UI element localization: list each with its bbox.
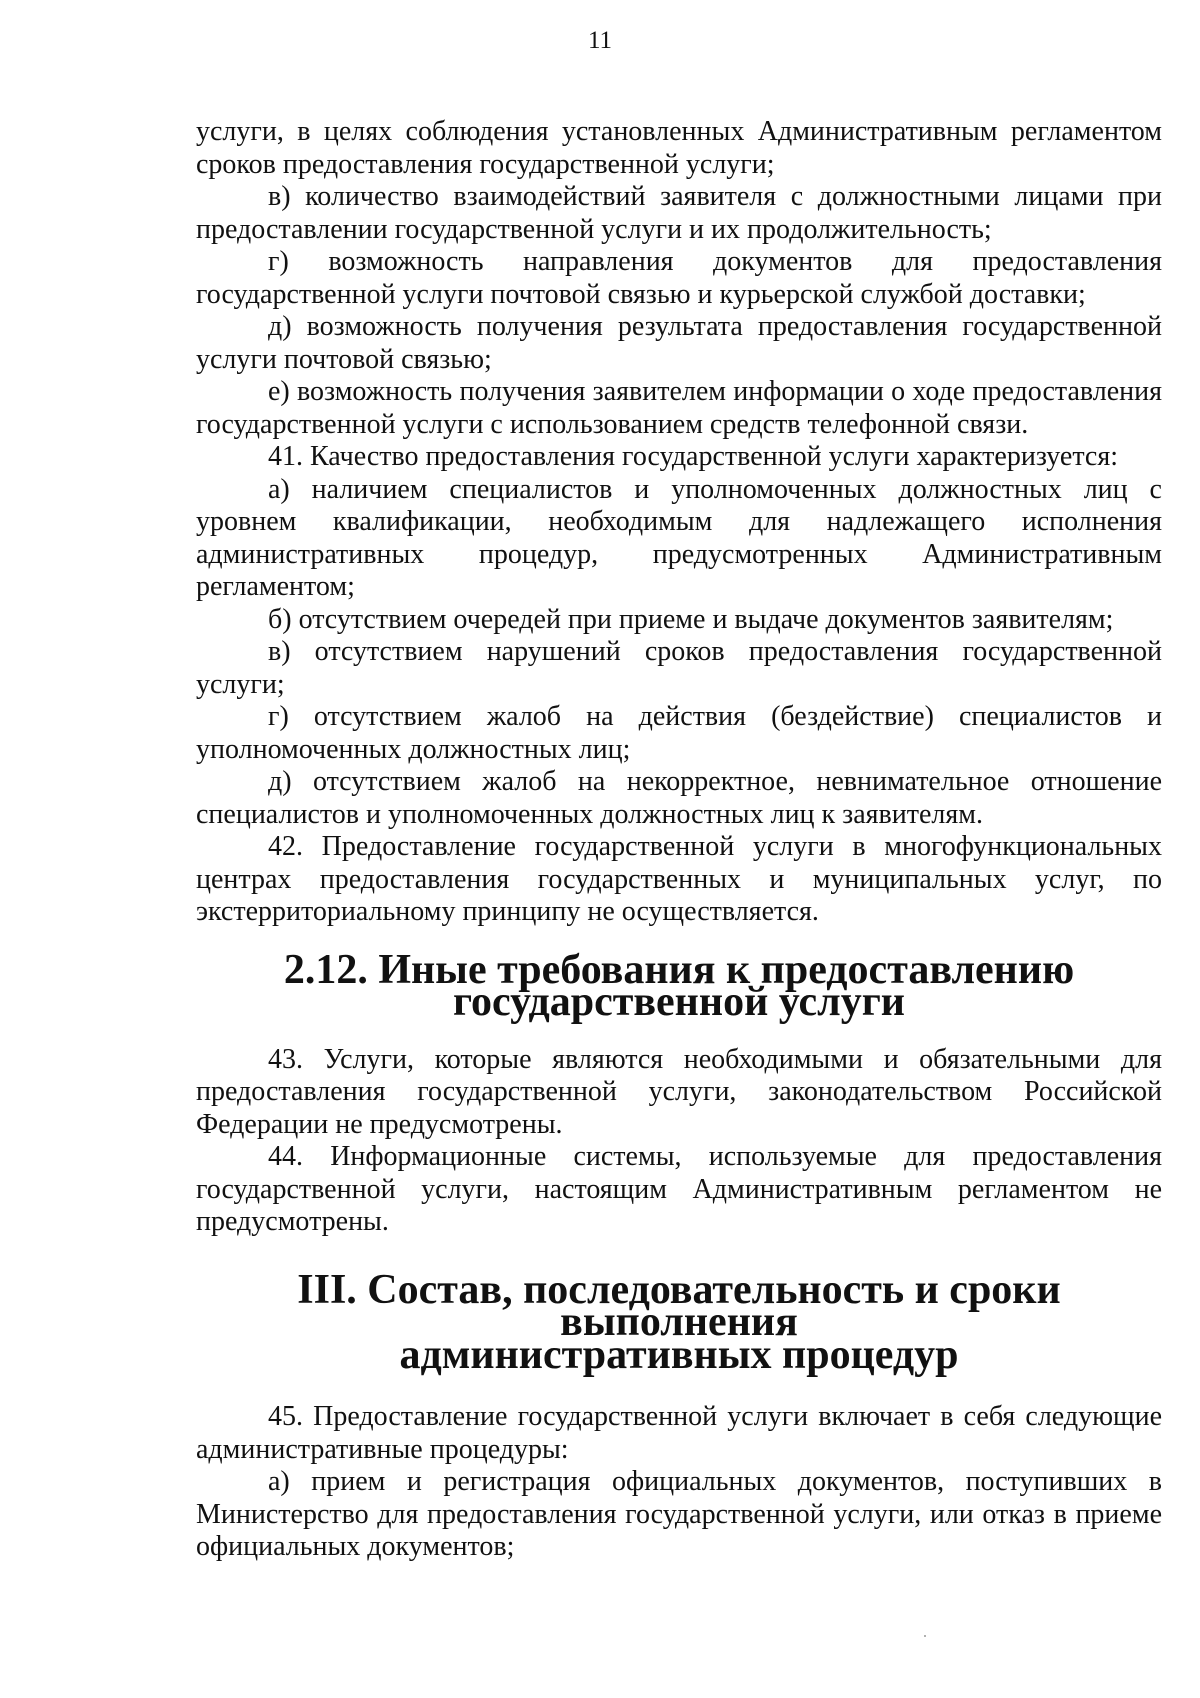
paragraph: в) отсутствием нарушений сроков предоставления государственной услуги;: [196, 636, 1162, 700]
paragraph: в) количество взаимодействий заявителя с должностными лицами при предоставлении государственной услуги и их продолжительность;: [196, 181, 1162, 245]
paragraph: 45. Предоставление государственной услуги включает в себя следующие административные процедуры:: [196, 1401, 1162, 1465]
section-heading-iii: [196, 1266, 1162, 1378]
paragraph: г) отсутствием жалоб на действия (бездействие) специалистов и уполномоченных должностных лиц;: [196, 701, 1162, 765]
paragraph: а) наличием специалистов и уполномоченных должностных лиц с уровнем квалификации, необходимым для надлежащего исполнения административных процедур, предусмотренных Административным регламентом;: [196, 473, 1162, 602]
paragraph: д) отсутствием жалоб на некорректное, невнимательное отношение специалистов и уполномоченных должностных лиц к заявителям.: [196, 766, 1162, 830]
paragraph: 43. Услуги, которые являются необходимыми и обязательными для предоставления государственной услуги, законодательством Российской Федерации не предусмотрены.: [196, 1043, 1162, 1140]
section-heading-iii-line1: III. Состав, последовательность и сроки выполнения: [297, 1266, 1061, 1345]
paragraph: 42. Предоставление государственной услуги в многофункциональных центрах предоставления государственных и муниципальных услуг, по экстерриториальному принципу не осуществляется.: [196, 831, 1162, 927]
paragraph: г) возможность направления документов для предоставления государственной услуги почтовой связью и курьерской службой доставки;: [196, 246, 1162, 310]
paragraph: услуги, в целях соблюдения установленных Административным регламентом сроков предоставления государственной услуги;: [196, 116, 1162, 180]
paragraph: д) возможность получения результата предоставления государственной услуги почтовой связью;: [196, 311, 1162, 375]
section-heading-iii-line2: административных процедур: [399, 1331, 959, 1378]
paragraph: 44. Информационные системы, используемые для предоставления государственной услуги, настоящим Административным регламентом не предусмотрены.: [196, 1141, 1162, 1237]
page-number: 11: [587, 27, 613, 54]
document-body: [196, 116, 1162, 1564]
paragraph: е) возможность получения заявителем информации о ходе предоставления государственной услуги с использованием средств телефонной связи.: [196, 376, 1162, 440]
section-heading-2-12: 2.12. Иные требования к предоставлению государственной услуги: [283, 946, 1075, 1025]
paragraph: а) прием и регистрация официальных документов, поступивших в Министерство для предоставления государственной услуги, или отказ в приеме официальных документов;: [196, 1466, 1162, 1562]
paragraph: б) отсутствием очередей при приеме и выдаче документов заявителям;: [268, 603, 1114, 635]
scan-speck: [924, 1635, 926, 1637]
paragraph: 41. Качество предоставления государственной услуги характеризуется:: [268, 441, 1119, 472]
